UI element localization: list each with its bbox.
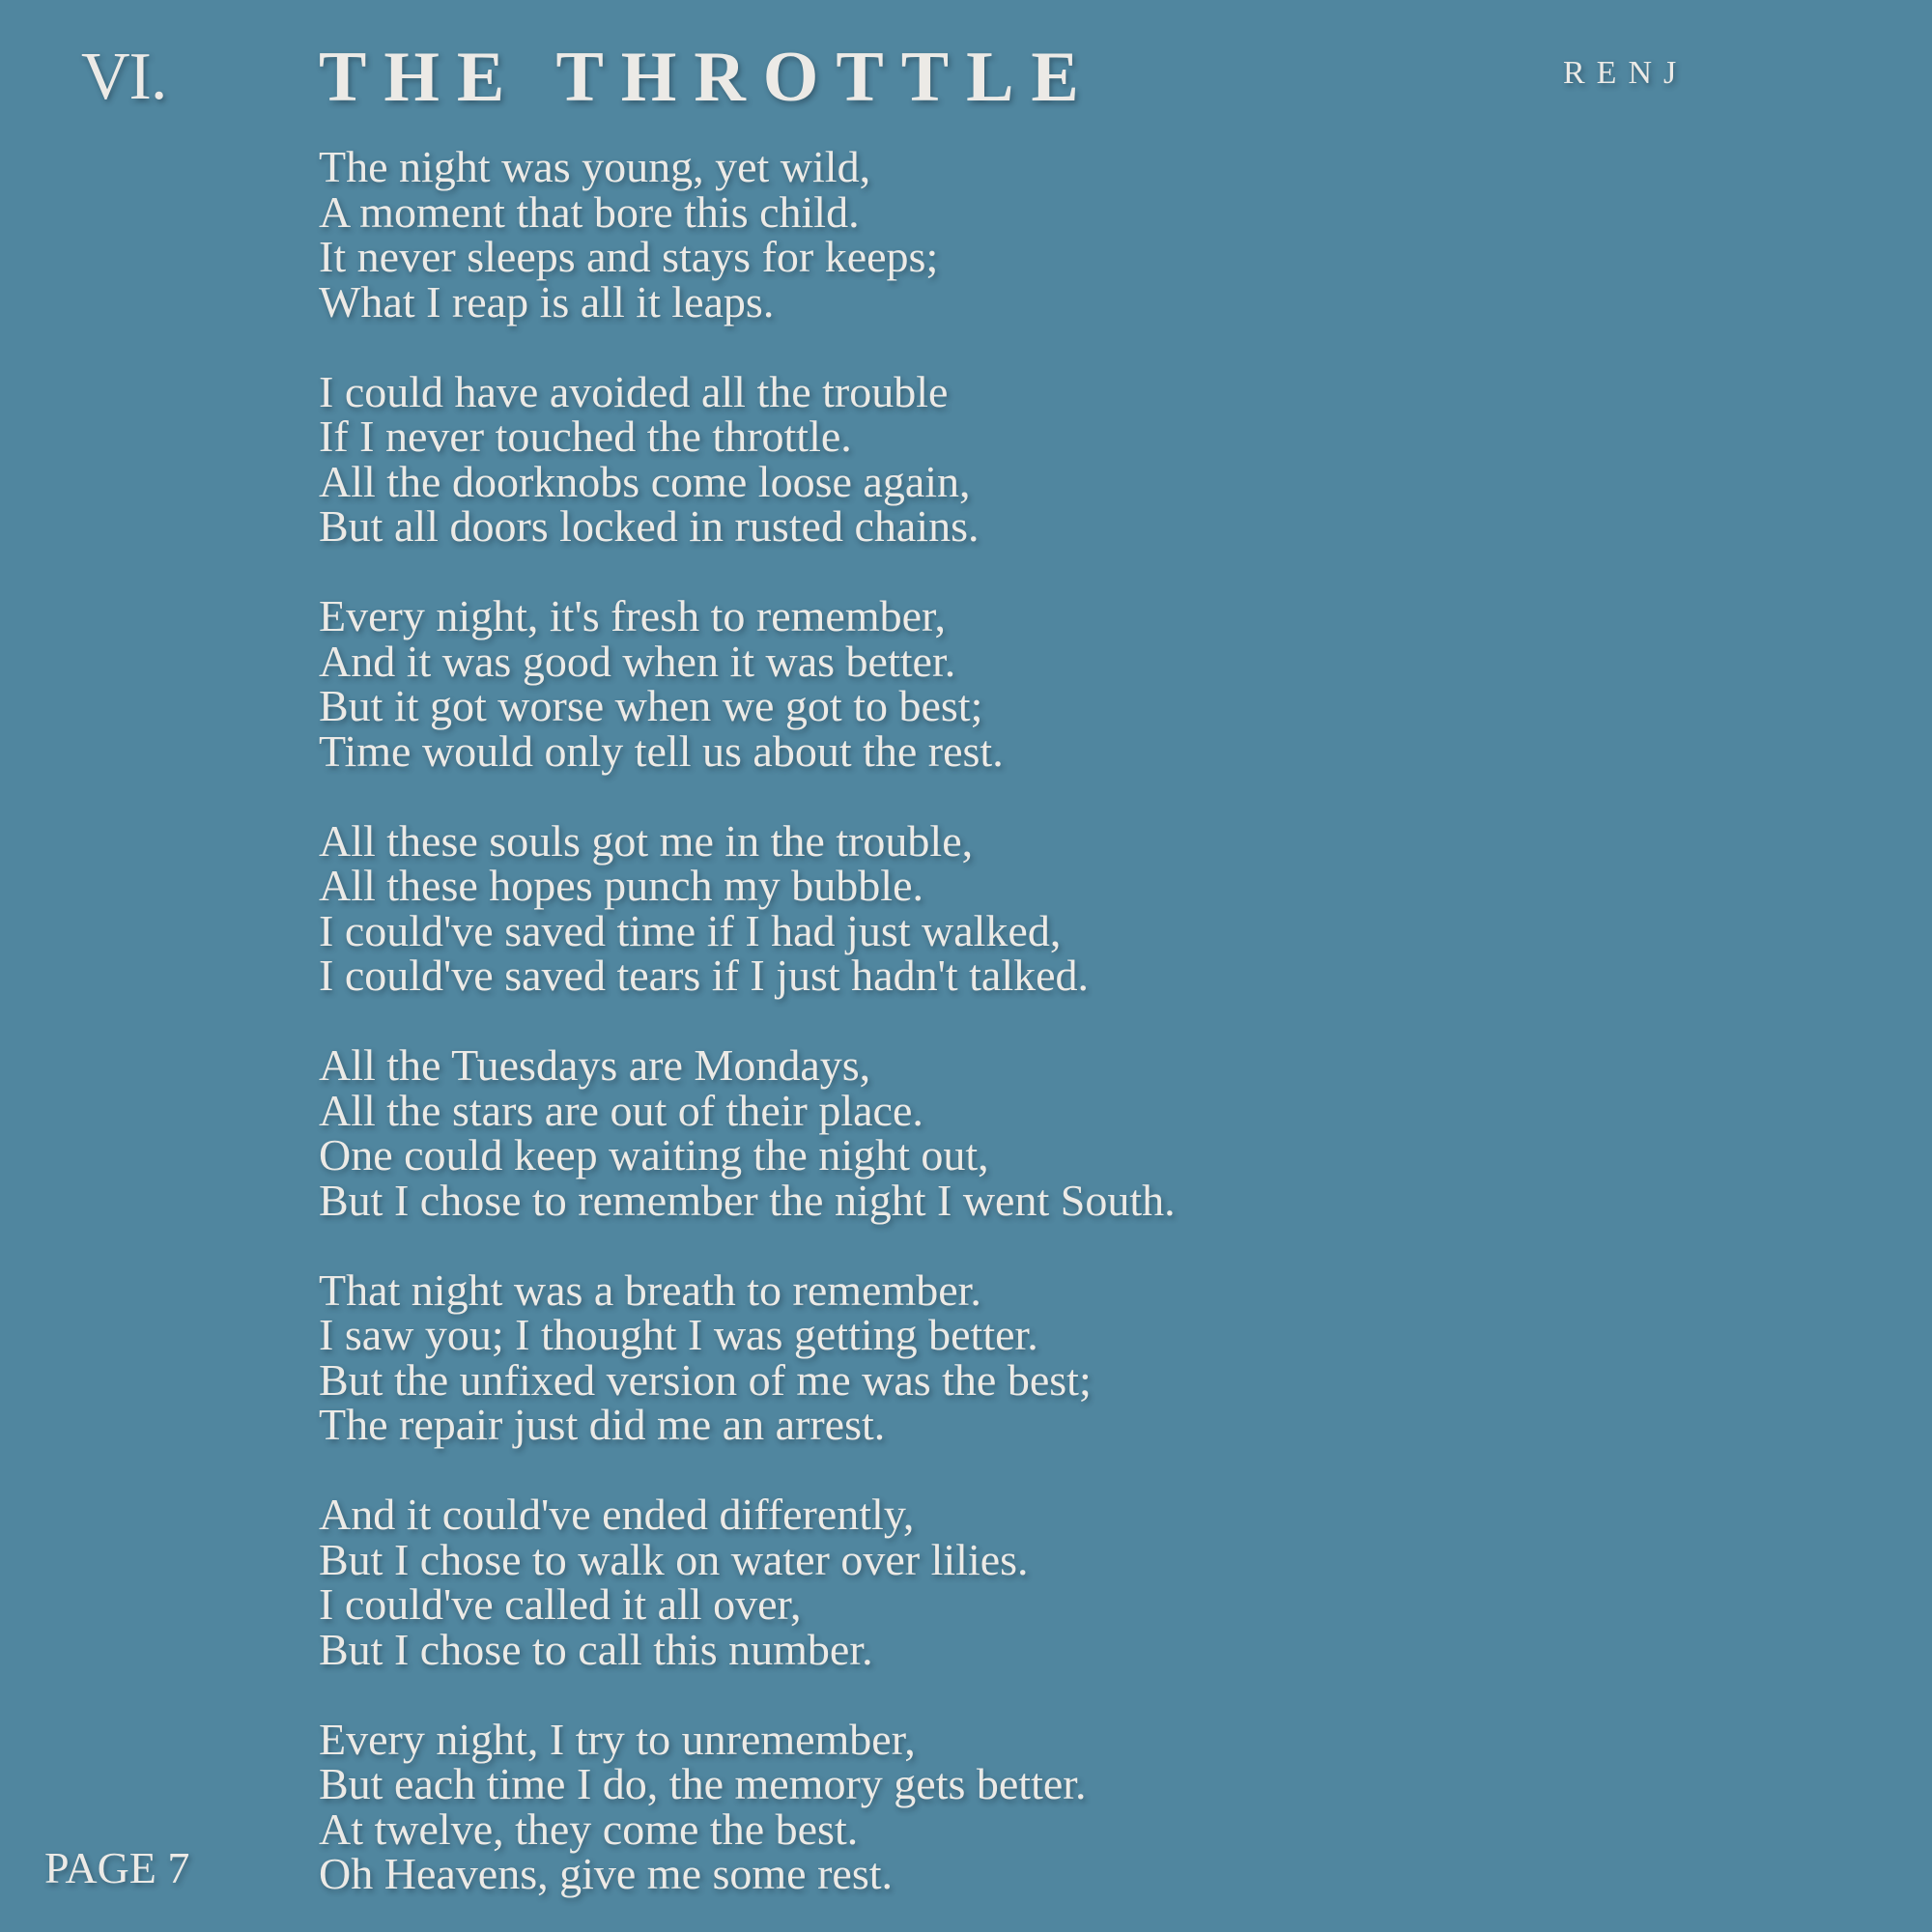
author-name: RENJ <box>1563 55 1689 91</box>
poem-line: But each time I do, the memory gets better. <box>319 1759 1087 1808</box>
poem-line: That night was a breath to remember. <box>319 1264 981 1315</box>
poem-line: I could have avoided all the trouble <box>319 366 949 416</box>
poem-line: The repair just did me an arrest. <box>319 1400 886 1449</box>
section-numeral: VI. <box>81 40 167 114</box>
poem-line: All the Tuesdays are Mondays, <box>319 1040 871 1090</box>
poem-line: But the unfixed version of me was the best; <box>319 1354 1092 1405</box>
poem-line: I could've called it all over, <box>319 1579 802 1629</box>
poem-line: All these hopes punch my bubble. <box>319 861 924 910</box>
poem-line: All these souls got me in the trouble, <box>319 815 974 866</box>
stanza <box>319 366 1768 551</box>
poem-line: The night was young, yet wild, <box>319 142 871 191</box>
poem-line: But I chose to walk on water over lilies. <box>319 1534 1029 1584</box>
poem-line: I could've saved time if I had just walked, <box>319 905 1062 955</box>
poem-line: Oh Heavens, give me some rest. <box>319 1849 894 1898</box>
poem-line: A moment that bore this child. <box>319 186 860 237</box>
poem-line: It never sleeps and stays for keeps; <box>319 232 939 281</box>
poem-title: THE THROTTLE <box>319 38 1096 117</box>
poem-line: But all doors locked in rusted chains. <box>319 501 980 551</box>
poem-line: But it got worse when we got to best; <box>319 681 983 730</box>
poem-line: Time would only tell us about the rest. <box>319 725 1004 776</box>
stanza <box>319 591 1768 776</box>
poem-line: At twelve, they come the best. <box>319 1804 859 1854</box>
poem-line: Every night, it's fresh to remember, <box>319 591 946 640</box>
poem-line: All the doorknobs come loose again, <box>319 456 971 506</box>
poem-body <box>319 142 1768 1898</box>
poem-line: But I chose to remember the night I went South. <box>319 1175 1176 1225</box>
stanza <box>319 815 1768 1000</box>
stanza <box>319 142 1768 327</box>
stanza <box>319 1714 1768 1898</box>
stanza <box>319 1264 1768 1449</box>
poem-line: And it could've ended differently, <box>319 1490 915 1539</box>
poem-line: Every night, I try to unremember, <box>319 1714 916 1764</box>
poem-line: All the stars are out of their place. <box>319 1085 923 1135</box>
poem-line: And it was good when it was better. <box>319 636 956 686</box>
poem-line: What I reap is all it leaps. <box>319 276 775 327</box>
poem-line: One could keep waiting the night out, <box>319 1130 989 1179</box>
poem-line: I could've saved tears if I just hadn't talked. <box>319 951 1090 1000</box>
stanza <box>319 1492 1768 1672</box>
poem-line: I saw you; I thought I was getting better. <box>319 1310 1038 1359</box>
poem-line: If I never touched the throttle. <box>319 412 852 461</box>
poem-line: But I chose to call this number. <box>319 1624 873 1674</box>
page-number: PAGE 7 <box>44 1843 190 1892</box>
stanza <box>319 1040 1768 1225</box>
